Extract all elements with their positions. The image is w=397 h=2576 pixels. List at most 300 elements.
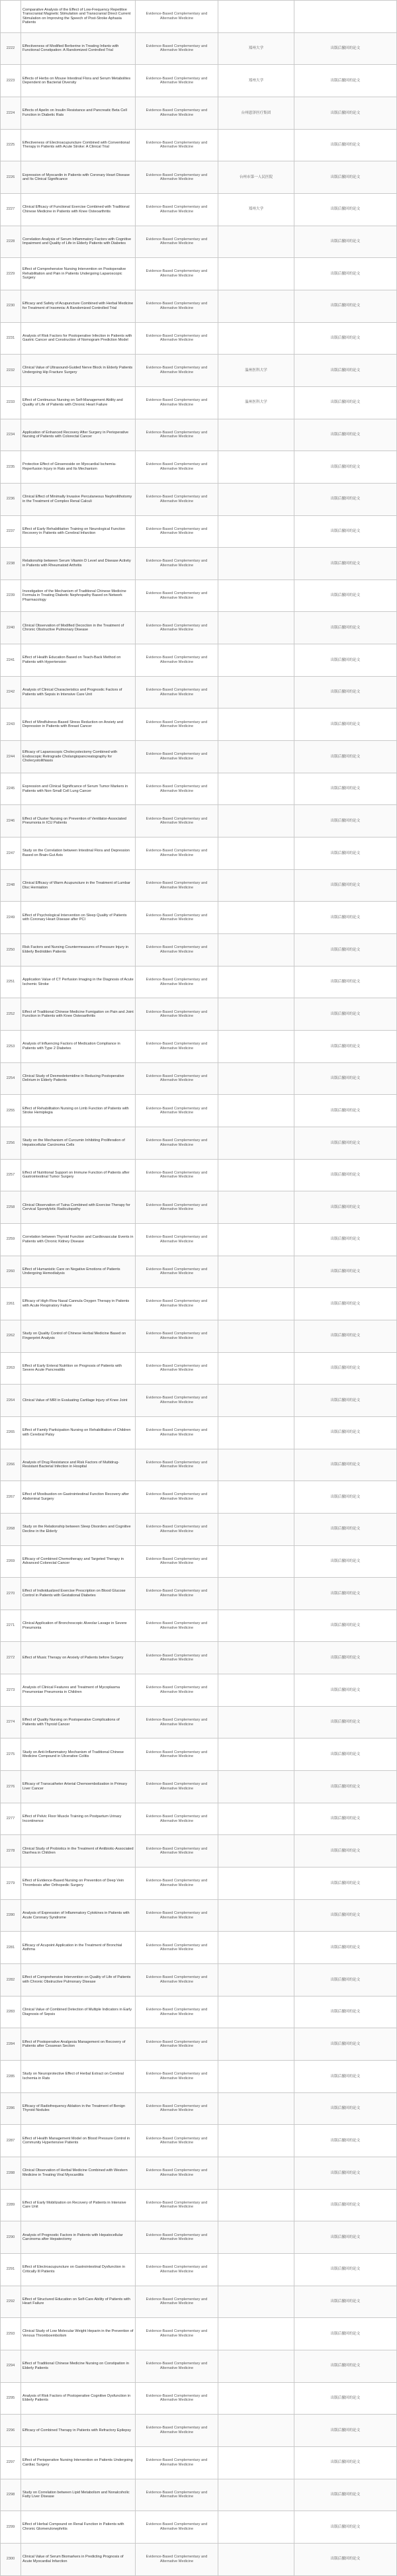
row-number: 2241	[1, 644, 21, 677]
paper-title: Expression of Myocardin in Patients with Coronary Heart Disease and Its Clinical Significance	[21, 161, 136, 194]
retraction-status: 出版后撤回的论文	[294, 2511, 397, 2544]
table-row	[1, 129, 397, 161]
paper-title: Clinical Observation of Herbal Medicine Combined with Western Medicine in Treating Viral Myocarditis	[21, 2157, 136, 2189]
institution	[218, 1256, 294, 1288]
paper-title: Effect of Structured Education on Self-Care Ability of Patients with Heart Failure	[21, 2286, 136, 2318]
paper-title: Effect of Early Rehabilitation Training on Neurological Function Recovery in Patients with Cerebral Infarction	[21, 515, 136, 548]
row-number: 2261	[1, 1288, 21, 1320]
paper-title: Efficacy of Combined Chemotherapy and Targeted Therapy in Advanced Colorectal Cancer	[21, 1545, 136, 1578]
retraction-status: 出版后撤回的论文	[294, 1706, 397, 1739]
institution	[218, 1062, 294, 1095]
retraction-status: 出版后撤回的论文	[294, 1416, 397, 1449]
journal-name: Evidence-Based Complementary and Alternative Medicine	[136, 1223, 218, 1256]
paper-title: Efficacy of Transcatheter Arterial Chemoembolization in Primary Liver Cancer	[21, 1771, 136, 1803]
paper-title: Clinical Value of Ultrasound-Guided Nerve Block in Elderly Patients Undergoing Hip Fracture Surgery	[21, 355, 136, 387]
institution	[218, 1803, 294, 1835]
row-number: 2297	[1, 2446, 21, 2479]
institution	[218, 837, 294, 870]
institution	[218, 322, 294, 355]
row-number: 2270	[1, 1578, 21, 1610]
journal-name: Evidence-Based Complementary and Alternative Medicine	[136, 161, 218, 194]
institution	[218, 580, 294, 612]
retraction-status: 出版后撤回的论文	[294, 355, 397, 387]
journal-name: Evidence-Based Complementary and Alternative Medicine	[136, 2028, 218, 2061]
retraction-status: 出版后撤回的论文	[294, 966, 397, 998]
paper-title: Analysis of Drug Resistance and Risk Factors of Multidrug-Resistant Bacterial Infection in Hospital	[21, 1449, 136, 1481]
paper-title: Analysis of Prognostic Factors in Patients with Hepatocellular Carcinoma after Hepatectomy	[21, 2221, 136, 2254]
retraction-status: 出版后撤回的论文	[294, 1095, 397, 1127]
paper-title: Effect of Pelvic Floor Muscle Training on Postpartum Urinary Incontinence	[21, 1803, 136, 1835]
table-row	[1, 741, 397, 773]
journal-name: Evidence-Based Complementary and Alternative Medicine	[136, 2221, 218, 2254]
retraction-status: 出版后撤回的论文	[294, 2350, 397, 2382]
paper-title: Analysis of Risk Factors of Postoperative Cognitive Dysfunction in Elderly Patients	[21, 2382, 136, 2415]
row-number: 2232	[1, 355, 21, 387]
paper-title: Effect of Psychological Intervention on Sleep Quality of Patients with Coronary Heart Disease after PCI	[21, 902, 136, 934]
retraction-status: 出版后撤回的论文	[294, 934, 397, 966]
row-number: 2299	[1, 2511, 21, 2544]
journal-name: Evidence-Based Complementary and Alternative Medicine	[136, 65, 218, 97]
institution	[218, 1739, 294, 1771]
institution	[218, 998, 294, 1031]
paper-title: Effect of Herbal Compound on Renal Function in Patients with Chronic Glomerulonephritis	[21, 2511, 136, 2544]
row-number: 2277	[1, 1803, 21, 1835]
institution	[218, 1610, 294, 1642]
row-number: 2293	[1, 2318, 21, 2350]
journal-name: Evidence-Based Complementary and Alternative Medicine	[136, 1, 218, 33]
row-number: 2236	[1, 483, 21, 515]
table-row	[1, 1996, 397, 2028]
retraction-status: 出版后撤回的论文	[294, 580, 397, 612]
retraction-status: 出版后撤回的论文	[294, 1996, 397, 2028]
paper-title: Effect of Continuous Nursing on Self-Management Ability and Quality of Life of Patients with Chronic Heart Failure	[21, 386, 136, 419]
journal-name: Evidence-Based Complementary and Alternative Medicine	[136, 1191, 218, 1224]
paper-title: Clinical Application of Bronchoscopic Alveolar Lavage in Severe Pneumonia	[21, 1610, 136, 1642]
institution	[218, 1223, 294, 1256]
paper-title: Study on Quality Control of Chinese Herbal Medicine Based on Fingerprint Analysis	[21, 1320, 136, 1352]
institution	[218, 2350, 294, 2382]
retraction-status: 出版后撤回的论文	[294, 419, 397, 451]
institution: 郑州大学	[218, 193, 294, 226]
row-number: 2251	[1, 966, 21, 998]
table-row	[1, 1868, 397, 1900]
table-row	[1, 2286, 397, 2318]
institution	[218, 1385, 294, 1417]
institution	[218, 2157, 294, 2189]
journal-name: Evidence-Based Complementary and Alternative Medicine	[136, 1545, 218, 1578]
row-number: 2225	[1, 129, 21, 161]
table-row	[1, 1449, 397, 1481]
journal-name: Evidence-Based Complementary and Alternative Medicine	[136, 322, 218, 355]
paper-title: Analysis of Risk Factors for Postoperative Infection in Patients with Gastric Cancer and Construction of Nomogram Prediction Model	[21, 322, 136, 355]
institution	[218, 2189, 294, 2221]
row-number: 2287	[1, 2125, 21, 2157]
table-row	[1, 676, 397, 708]
institution	[218, 1835, 294, 1868]
journal-name: Evidence-Based Complementary and Alternative Medicine	[136, 290, 218, 322]
institution	[218, 2318, 294, 2350]
journal-name: Evidence-Based Complementary and Alternative Medicine	[136, 1835, 218, 1868]
journal-name: Evidence-Based Complementary and Alternative Medicine	[136, 1674, 218, 1707]
institution	[218, 2415, 294, 2447]
table-row	[1, 2543, 397, 2575]
table-row	[1, 1642, 397, 1674]
retraction-status: 出版后撤回的论文	[294, 548, 397, 580]
table-row	[1, 322, 397, 355]
row-number: 2288	[1, 2157, 21, 2189]
table-row	[1, 2157, 397, 2189]
paper-title: Clinical Observation of Modified Decoction in the Treatment of Chronic Obstructive Pulmonary Disease	[21, 612, 136, 644]
paper-title: Clinical Study of Low Molecular Weight Heparin in the Prevention of Venous Thromboembolism	[21, 2318, 136, 2350]
institution: 温州医科大学	[218, 355, 294, 387]
journal-name: Evidence-Based Complementary and Alternative Medicine	[136, 1127, 218, 1159]
table-row	[1, 644, 397, 677]
retraction-status: 出版后撤回的论文	[294, 1288, 397, 1320]
institution	[218, 1578, 294, 1610]
journal-name: Evidence-Based Complementary and Alternative Medicine	[136, 1932, 218, 1964]
retraction-status: 出版后撤回的论文	[294, 902, 397, 934]
row-number: 2300	[1, 2543, 21, 2575]
row-number: 2281	[1, 1932, 21, 1964]
journal-name: Evidence-Based Complementary and Alternative Medicine	[136, 2479, 218, 2511]
table-row	[1, 193, 397, 226]
retraction-status: 出版后撤回的论文	[294, 1449, 397, 1481]
journal-name: Evidence-Based Complementary and Alternative Medicine	[136, 483, 218, 515]
row-number: 2242	[1, 676, 21, 708]
paper-title: Study on the Mechanism of Curcumin Inhibiting Proliferation of Hepatocellular Carcinoma Cells	[21, 1127, 136, 1159]
paper-title: Clinical Value of MRI in Evaluating Cartilage Injury of Knee Joint	[21, 1385, 136, 1417]
journal-name: Evidence-Based Complementary and Alternative Medicine	[136, 741, 218, 773]
table-row	[1, 1610, 397, 1642]
retraction-status: 出版后撤回的论文	[294, 2382, 397, 2415]
retraction-status: 出版后撤回的论文	[294, 2415, 397, 2447]
paper-title: Effect of Family Participation Nursing on Rehabilitation of Children with Cerebral Palsy	[21, 1416, 136, 1449]
paper-title: Effect of Early Mobilization on Recovery of Patients in Intensive Care Unit	[21, 2189, 136, 2221]
retraction-status: 出版后撤回的论文	[294, 998, 397, 1031]
journal-name: Evidence-Based Complementary and Alternative Medicine	[136, 419, 218, 451]
institution	[218, 1320, 294, 1352]
institution: 台州市第一人民医院	[218, 161, 294, 194]
paper-title: Analysis of Clinical Characteristics and Prognostic Factors of Patients with Sepsis in Intensive Care Unit	[21, 676, 136, 708]
institution	[218, 902, 294, 934]
institution	[218, 515, 294, 548]
row-number: 2268	[1, 1513, 21, 1545]
journal-name: Evidence-Based Complementary and Alternative Medicine	[136, 1416, 218, 1449]
journal-name: Evidence-Based Complementary and Alternative Medicine	[136, 966, 218, 998]
retraction-status: 出版后撤回的论文	[294, 2061, 397, 2093]
paper-title: Efficacy of Laparoscopic Cholecystectomy Combined with Endoscopic Retrograde Cholangiopancreatography for Cholecystolithiasis	[21, 741, 136, 773]
row-number: 2296	[1, 2415, 21, 2447]
retraction-status	[294, 1, 397, 33]
table-row	[1, 1899, 397, 1932]
table-row	[1, 2028, 397, 2061]
row-number: 2265	[1, 1416, 21, 1449]
row-number: 2260	[1, 1256, 21, 1288]
institution	[218, 2511, 294, 2544]
row-number: 2280	[1, 1899, 21, 1932]
journal-name: Evidence-Based Complementary and Alternative Medicine	[136, 129, 218, 161]
table-row	[1, 258, 397, 290]
retraction-status: 出版后撤回的论文	[294, 1803, 397, 1835]
paper-title: Analysis of Expression of Inflammatory Cytokines in Patients with Acute Coronary Syndrome	[21, 1899, 136, 1932]
table-row	[1, 2446, 397, 2479]
paper-title: Effects of Apelin on Insulin Resistance and Pancreatic Beta Cell Function in Diabetic Rats	[21, 97, 136, 129]
row-number: 2271	[1, 1610, 21, 1642]
retraction-status: 出版后撤回的论文	[294, 1127, 397, 1159]
row-number: 2259	[1, 1223, 21, 1256]
table-row	[1, 548, 397, 580]
journal-name: Evidence-Based Complementary and Alternative Medicine	[136, 805, 218, 837]
institution	[218, 1127, 294, 1159]
institution: 温州医科大学	[218, 386, 294, 419]
retraction-status: 出版后撤回的论文	[294, 2543, 397, 2575]
journal-name: Evidence-Based Complementary and Alternative Medicine	[136, 2511, 218, 2544]
row-number: 2229	[1, 258, 21, 290]
retraction-status: 出版后撤回的论文	[294, 226, 397, 258]
paper-title: Study on the Correlation between Intestinal Flora and Depression Based on Brain-Gut Axis	[21, 837, 136, 870]
row-number: 2278	[1, 1835, 21, 1868]
paper-title: Effect of Comprehensive Intervention on Quality of Life of Patients with Chronic Obstructive Pulmonary Disease	[21, 1964, 136, 1996]
row-number: 2252	[1, 998, 21, 1031]
table-row	[1, 1416, 397, 1449]
retraction-status: 出版后撤回的论文	[294, 32, 397, 65]
institution	[218, 1095, 294, 1127]
institution	[218, 1159, 294, 1191]
table-row	[1, 1095, 397, 1127]
row-number: 2244	[1, 741, 21, 773]
row-number: 2257	[1, 1159, 21, 1191]
row-number: 2262	[1, 1320, 21, 1352]
retraction-status: 出版后撤回的论文	[294, 741, 397, 773]
table-row	[1, 1320, 397, 1352]
retraction-status: 出版后撤回的论文	[294, 1481, 397, 1514]
paper-title: Clinical Effect of Minimally Invasive Percutaneous Nephrolithotomy in the Treatment of Complex Renal Calculi	[21, 483, 136, 515]
paper-title: Effect of Moxibustion on Gastrointestinal Function Recovery after Abdominal Surgery	[21, 1481, 136, 1514]
row-number: 2235	[1, 451, 21, 484]
table-row	[1, 934, 397, 966]
institution	[218, 1, 294, 33]
row-number: 2231	[1, 322, 21, 355]
journal-name: Evidence-Based Complementary and Alternative Medicine	[136, 1320, 218, 1352]
retraction-status: 出版后撤回的论文	[294, 1062, 397, 1095]
journal-name: Evidence-Based Complementary and Alternative Medicine	[136, 837, 218, 870]
institution	[218, 773, 294, 805]
row-number: 2222	[1, 32, 21, 65]
paper-title: Relationship between Serum Vitamin D Level and Disease Activity in Patients with Rheumatoid Arthritis	[21, 548, 136, 580]
table-row	[1, 97, 397, 129]
row-number: 2223	[1, 65, 21, 97]
row-number: 2246	[1, 805, 21, 837]
table-row	[1, 612, 397, 644]
table-body	[1, 1, 397, 2576]
journal-name: Evidence-Based Complementary and Alternative Medicine	[136, 676, 218, 708]
retraction-status: 出版后撤回的论文	[294, 1352, 397, 1385]
row-number: 2272	[1, 1642, 21, 1674]
retraction-status: 出版后撤回的论文	[294, 1513, 397, 1545]
retraction-status: 出版后撤回的论文	[294, 1642, 397, 1674]
table-row	[1, 1031, 397, 1063]
retraction-status: 出版后撤回的论文	[294, 1674, 397, 1707]
retraction-status: 出版后撤回的论文	[294, 2189, 397, 2221]
table-row	[1, 1835, 397, 1868]
journal-name: Evidence-Based Complementary and Alternative Medicine	[136, 2157, 218, 2189]
table-row	[1, 2125, 397, 2157]
journal-name: Evidence-Based Complementary and Alternative Medicine	[136, 1385, 218, 1417]
journal-name: Evidence-Based Complementary and Alternative Medicine	[136, 1706, 218, 1739]
table-row	[1, 580, 397, 612]
journal-name: Evidence-Based Complementary and Alternative Medicine	[136, 1062, 218, 1095]
row-number: 2269	[1, 1545, 21, 1578]
retraction-status: 出版后撤回的论文	[294, 1771, 397, 1803]
retraction-status: 出版后撤回的论文	[294, 2125, 397, 2157]
row-number: 2227	[1, 193, 21, 226]
institution	[218, 966, 294, 998]
table-row	[1, 1352, 397, 1385]
institution	[218, 934, 294, 966]
retraction-status: 出版后撤回的论文	[294, 1031, 397, 1063]
row-number: 2226	[1, 161, 21, 194]
row-number: 2283	[1, 1996, 21, 2028]
row-number: 2295	[1, 2382, 21, 2415]
institution	[218, 1545, 294, 1578]
table-row	[1, 419, 397, 451]
table-row	[1, 837, 397, 870]
institution	[218, 419, 294, 451]
table-row	[1, 2415, 397, 2447]
journal-name: Evidence-Based Complementary and Alternative Medicine	[136, 1610, 218, 1642]
journal-name: Evidence-Based Complementary and Alternative Medicine	[136, 1899, 218, 1932]
journal-name: Evidence-Based Complementary and Alternative Medicine	[136, 1964, 218, 1996]
table-row	[1, 1932, 397, 1964]
row-number: 2291	[1, 2253, 21, 2286]
paper-title: Clinical Study of Probiotics in the Treatment of Antibiotic-Associated Diarrhea in Children	[21, 1835, 136, 1868]
row-number: 2237	[1, 515, 21, 548]
retraction-status: 出版后撤回的论文	[294, 837, 397, 870]
retraction-status: 出版后撤回的论文	[294, 2028, 397, 2061]
paper-title: Study on Anti-Inflammatory Mechanism of Traditional Chinese Medicine Compound in Ulcerative Colitis	[21, 1739, 136, 1771]
paper-title: Correlation Analysis of Serum Inflammatory Factors with Cognitive Impairment and Quality of Life in Elderly Patients with Diabetes	[21, 226, 136, 258]
retraction-status: 出版后撤回的论文	[294, 1159, 397, 1191]
paper-title: Effect of Nutritional Support on Immune Function of Patients after Gastrointestinal Tumor Surgery	[21, 1159, 136, 1191]
paper-title: Clinical Efficacy of Functional Exercise Combined with Traditional Chinese Medicine in Patients with Knee Osteoarthritis	[21, 193, 136, 226]
row-number: 2228	[1, 226, 21, 258]
institution	[218, 676, 294, 708]
table-row	[1, 2479, 397, 2511]
row-number: 2263	[1, 1352, 21, 1385]
institution	[218, 2382, 294, 2415]
retraction-status: 出版后撤回的论文	[294, 2157, 397, 2189]
journal-name: Evidence-Based Complementary and Alternative Medicine	[136, 226, 218, 258]
table-row	[1, 2253, 397, 2286]
journal-name: Evidence-Based Complementary and Alternative Medicine	[136, 773, 218, 805]
row-number: 2275	[1, 1739, 21, 1771]
paper-title: Effect of Health Management Model on Blood Pressure Control in Community Hypertensive Patients	[21, 2125, 136, 2157]
institution	[218, 2479, 294, 2511]
retraction-status: 出版后撤回的论文	[294, 644, 397, 677]
row-number: 2253	[1, 1031, 21, 1063]
row-number: 2292	[1, 2286, 21, 2318]
journal-name: Evidence-Based Complementary and Alternative Medicine	[136, 1868, 218, 1900]
row-number: 2285	[1, 2061, 21, 2093]
retraction-status: 出版后撤回的论文	[294, 193, 397, 226]
journal-name: Evidence-Based Complementary and Alternative Medicine	[136, 998, 218, 1031]
row-number: 2294	[1, 2350, 21, 2382]
paper-title: Effect of Individualized Exercise Prescription on Blood Glucose Control in Patients with Gestational Diabetes	[21, 1578, 136, 1610]
institution	[218, 1481, 294, 1514]
institution	[218, 258, 294, 290]
institution	[218, 1513, 294, 1545]
retraction-status: 出版后撤回的论文	[294, 290, 397, 322]
journal-name: Evidence-Based Complementary and Alternative Medicine	[136, 869, 218, 902]
row-number: 2298	[1, 2479, 21, 2511]
paper-title: Comparative Analysis of the Effect of Low-Frequency Repetitive Transcranial Magnetic Stimulation and Transcranial Direct Current Stimulation on Improving the Speech of Post-Stroke Aphasia Patients	[21, 1, 136, 33]
row-number: 2240	[1, 612, 21, 644]
row-number: 2224	[1, 97, 21, 129]
table-row	[1, 65, 397, 97]
journal-name: Evidence-Based Complementary and Alternative Medicine	[136, 2543, 218, 2575]
row-number: 2230	[1, 290, 21, 322]
retraction-status: 出版后撤回的论文	[294, 386, 397, 419]
table-row	[1, 2189, 397, 2221]
table-row	[1, 451, 397, 484]
table-row	[1, 1739, 397, 1771]
retraction-status: 出版后撤回的论文	[294, 2479, 397, 2511]
retraction-status: 出版后撤回的论文	[294, 1578, 397, 1610]
institution: 郑州大学	[218, 65, 294, 97]
table-row	[1, 2382, 397, 2415]
paper-title: Effect of Evidence-Based Nursing on Prevention of Deep Vein Thrombosis after Orthopedic Surgery	[21, 1868, 136, 1900]
table-row	[1, 1288, 397, 1320]
retraction-status: 出版后撤回的论文	[294, 515, 397, 548]
row-number: 2264	[1, 1385, 21, 1417]
paper-title: Efficacy of Radiofrequency Ablation in the Treatment of Benign Thyroid Nodules	[21, 2092, 136, 2125]
institution	[218, 226, 294, 258]
institution	[218, 644, 294, 677]
paper-title: Effect of Music Therapy on Anxiety of Patients before Surgery	[21, 1642, 136, 1674]
row-number: 2239	[1, 580, 21, 612]
retraction-status: 出版后撤回的论文	[294, 1385, 397, 1417]
row-number: 2273	[1, 1674, 21, 1707]
retraction-status: 出版后撤回的论文	[294, 451, 397, 484]
paper-title: Effect of Traditional Chinese Medicine Nursing on Constipation in Elderly Patients	[21, 2350, 136, 2382]
retraction-status: 出版后撤回的论文	[294, 1835, 397, 1868]
paper-title: Effect of Traditional Chinese Medicine Fumigation on Pain and Joint Function in Patients with Knee Osteoarthritis	[21, 998, 136, 1031]
table-row	[1, 2092, 397, 2125]
retraction-status: 出版后撤回的论文	[294, 612, 397, 644]
institution	[218, 1996, 294, 2028]
institution	[218, 483, 294, 515]
retraction-status: 出版后撤回的论文	[294, 1932, 397, 1964]
journal-name: Evidence-Based Complementary and Alternative Medicine	[136, 32, 218, 65]
paper-title: Efficacy of Combined Therapy in Patients with Refractory Epilepsy	[21, 2415, 136, 2447]
institution	[218, 2221, 294, 2254]
institution	[218, 1868, 294, 1900]
table-row	[1, 1771, 397, 1803]
paper-title: Study on the Relationship between Sleep Disorders and Cognitive Decline in the Elderly	[21, 1513, 136, 1545]
institution	[218, 1899, 294, 1932]
table-row	[1, 2318, 397, 2350]
journal-name: Evidence-Based Complementary and Alternative Medicine	[136, 1095, 218, 1127]
row-number: 2266	[1, 1449, 21, 1481]
table-row	[1, 32, 397, 65]
institution	[218, 2092, 294, 2125]
institution	[218, 1706, 294, 1739]
table-row	[1, 226, 397, 258]
paper-title: Effect of Electroacupuncture on Gastrointestinal Dysfunction in Critically Ill Patients	[21, 2253, 136, 2286]
row-number: 2249	[1, 902, 21, 934]
row-number: 2233	[1, 386, 21, 419]
paper-title: Expression and Clinical Significance of Serum Tumor Markers in Patients with Non-Small Cell Lung Cancer	[21, 773, 136, 805]
